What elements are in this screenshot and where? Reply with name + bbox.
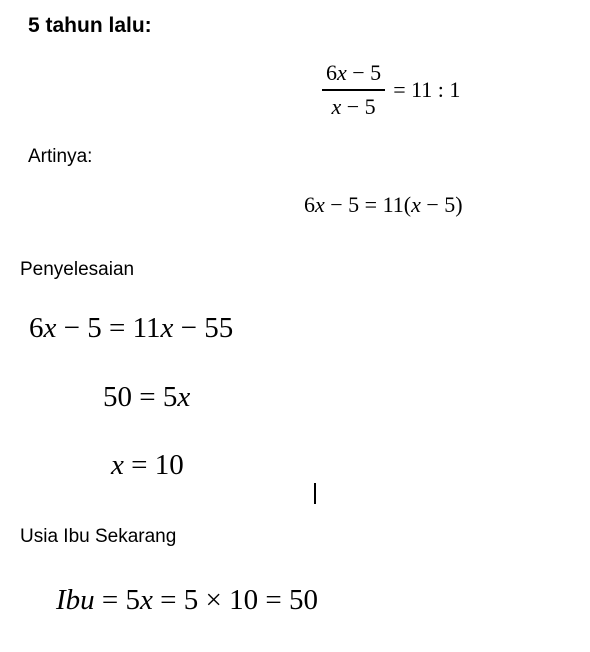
equation-step-2 xyxy=(103,381,190,414)
eq4-a: = 10 xyxy=(123,449,184,481)
artinya-label: Artinya: xyxy=(28,146,93,167)
eq2-b: − 5 = 11 xyxy=(56,312,161,344)
numerator-rest: − 5 xyxy=(346,60,382,85)
eq5-a: = 5 xyxy=(94,584,141,616)
eq3-a: 50 = 5 xyxy=(103,381,178,413)
eq1-var2: x xyxy=(411,192,421,217)
fraction-rhs: = 11 : 1 xyxy=(393,76,461,102)
fraction xyxy=(322,60,385,120)
eq5-var2: x xyxy=(140,584,153,616)
ratio-equation xyxy=(322,60,460,120)
eq4-var1: x xyxy=(111,449,124,481)
section-heading: 5 tahun lalu: xyxy=(28,14,152,37)
equation-step-1 xyxy=(29,312,233,345)
eq5-var1: Ibu xyxy=(56,584,95,616)
eq1-var1: x xyxy=(315,192,325,217)
fraction-denominator xyxy=(328,91,380,120)
eq3-var1: x xyxy=(177,381,191,413)
eq2-a: 6 xyxy=(29,312,44,344)
eq1-a: 6 xyxy=(304,192,315,217)
text-cursor xyxy=(314,483,316,504)
denominator-var: x xyxy=(331,93,342,119)
equation-expanded xyxy=(304,192,463,218)
equation-step-3 xyxy=(111,449,184,482)
denominator-rest: − 5 xyxy=(341,93,376,119)
equation-result xyxy=(56,584,318,617)
eq5-b: = 5 × 10 = 50 xyxy=(152,584,318,616)
eq2-var2: x xyxy=(160,312,174,344)
numerator-var: x xyxy=(337,60,347,85)
fraction-numerator xyxy=(322,60,385,89)
eq1-c: − 5) xyxy=(420,192,463,217)
numerator-coef: 6 xyxy=(326,60,337,85)
eq1-b: − 5 = 11( xyxy=(324,192,412,217)
eq2-var1: x xyxy=(43,312,57,344)
penyelesaian-label: Penyelesaian xyxy=(20,259,135,280)
eq2-c: − 55 xyxy=(173,312,234,344)
usia-label: Usia Ibu Sekarang xyxy=(20,526,177,547)
